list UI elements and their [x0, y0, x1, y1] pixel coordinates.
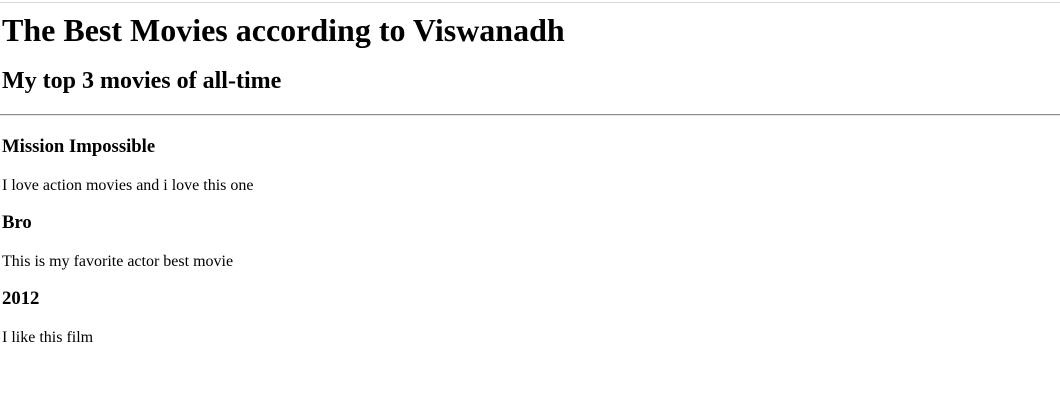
movie-description: I like this film [2, 329, 94, 346]
movie-item-mission-impossible [2, 136, 1060, 195]
movie-list [2, 136, 1060, 347]
movie-title: 2012 [2, 288, 40, 309]
movie-item-bro [2, 212, 1060, 271]
page-title: The Best Movies according to Viswanadh [2, 12, 565, 48]
movie-title: Bro [2, 212, 32, 233]
movie-description: This is my favorite actor best movie [2, 253, 234, 270]
movie-description: I love action movies and i love this one [2, 177, 254, 194]
page-content [0, 12, 1060, 347]
movie-item-2012 [2, 288, 1060, 347]
section-divider [0, 114, 1060, 116]
page-subtitle: My top 3 movies of all-time [2, 68, 282, 94]
movie-title: Mission Impossible [2, 136, 156, 157]
top-divider [0, 2, 1060, 3]
